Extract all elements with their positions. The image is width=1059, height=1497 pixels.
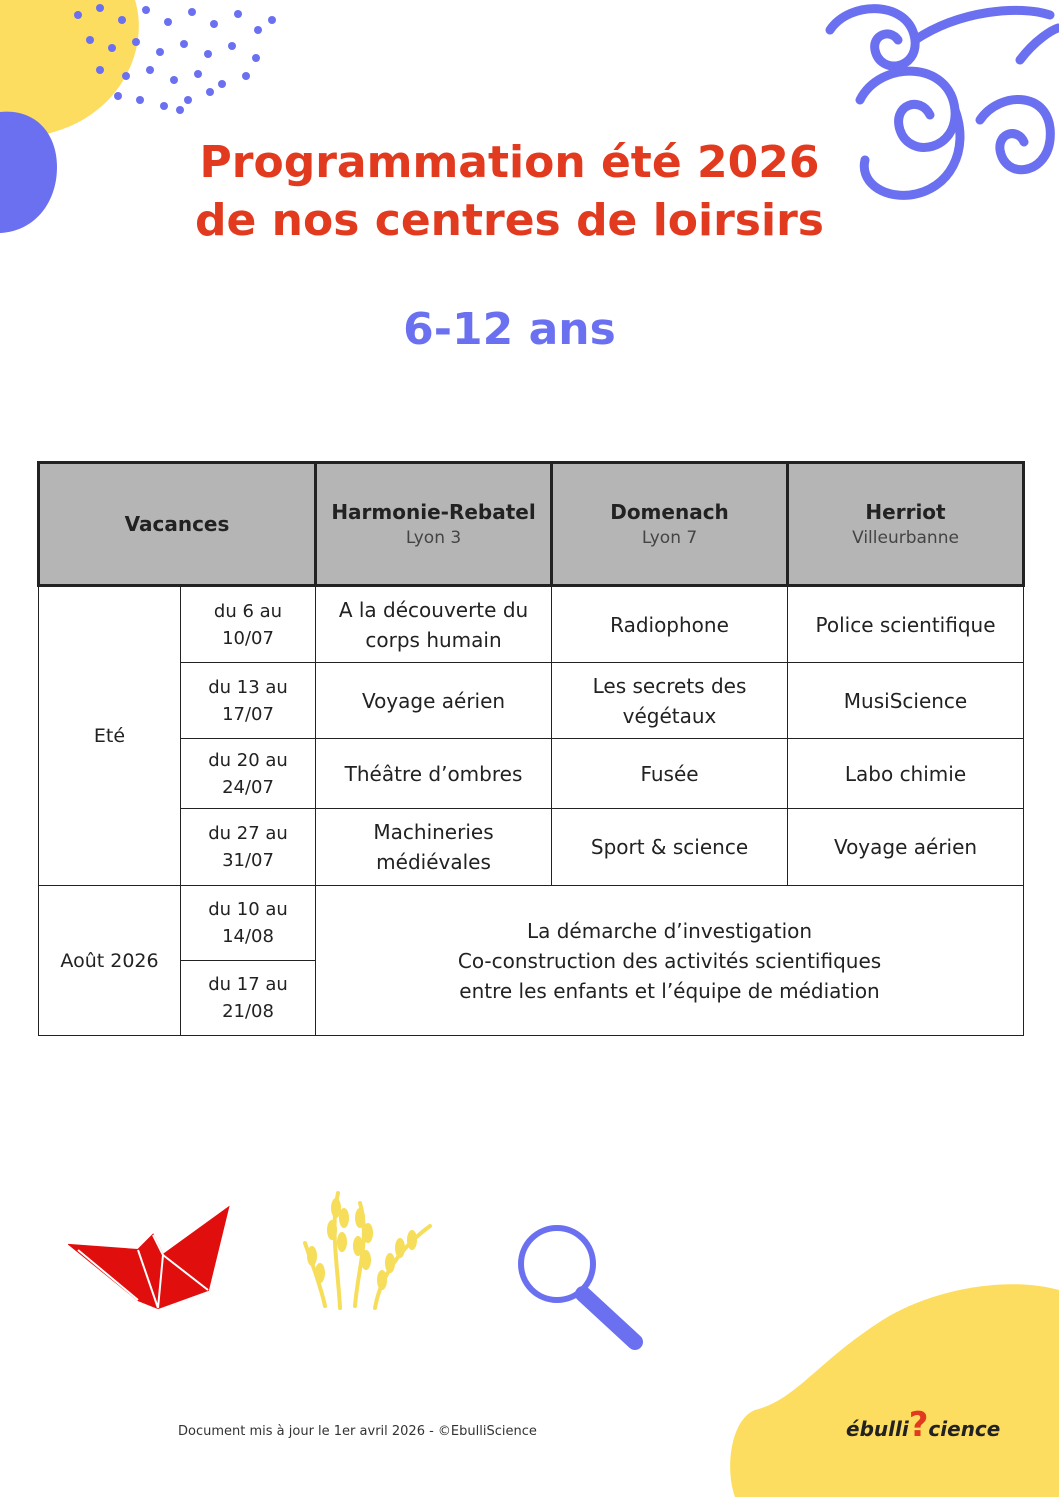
period-august: Août 2026: [39, 886, 181, 1036]
period-summer: Eté: [39, 586, 181, 886]
center-name: Harmonie-Rebatel: [331, 500, 536, 524]
activity-cell: Voyage aérien: [316, 663, 552, 739]
table-row: [39, 739, 1024, 809]
week-date: du 17 au 21/08: [181, 961, 316, 1036]
footer-note: Document mis à jour le 1er avril 2026 - ©EbulliScience: [178, 1424, 537, 1439]
logo-text-part1: ébulli: [846, 1417, 909, 1441]
august-description: [316, 886, 1024, 1036]
title-line-1: Programmation été 2026: [199, 137, 820, 188]
header-vacances: Vacances: [39, 463, 316, 586]
week-date: du 27 au 31/07: [181, 809, 316, 886]
week-date: du 13 au 17/07: [181, 663, 316, 739]
description-line-3: entre les enfants et l’équipe de médiation: [459, 978, 880, 1003]
ebulliscience-logo: [846, 1405, 1000, 1445]
description-line-2: Co-construction des activités scientifiques: [457, 948, 882, 973]
magnifying-glass-icon: [515, 1222, 655, 1354]
table-row: [39, 663, 1024, 739]
activity-cell: Radiophone: [552, 586, 788, 663]
activity-cell: Labo chimie: [788, 739, 1024, 809]
center-location: Lyon 3: [405, 528, 462, 548]
center-name: Herriot: [865, 500, 946, 524]
description-line-1: La démarche d’investigation: [526, 918, 813, 943]
activity-cell: Les secrets des végétaux: [552, 663, 788, 739]
wheat-icon: [300, 1188, 440, 1310]
center-name: Domenach: [610, 500, 729, 524]
yellow-blob-bottom-right: [725, 1280, 1059, 1497]
activity-cell: Fusée: [552, 739, 788, 809]
table-row: [39, 809, 1024, 886]
logo-question-mark-icon: ?: [908, 1405, 929, 1445]
age-range-subtitle: 6-12 ans: [403, 304, 616, 355]
table-row: [39, 886, 1024, 961]
table-header-row: [39, 463, 1024, 586]
week-date: du 6 au 10/07: [181, 586, 316, 663]
center-location: Villeurbanne: [852, 528, 959, 548]
activity-cell: A la découverte du corps humain: [316, 586, 552, 663]
activity-cell: Théâtre d’ombres: [316, 739, 552, 809]
activity-cell: MusiScience: [788, 663, 1024, 739]
header-center-2: [552, 463, 788, 586]
activity-cell: Voyage aérien: [788, 809, 1024, 886]
activity-cell: Machineries médiévales: [316, 809, 552, 886]
center-location: Lyon 7: [641, 528, 698, 548]
page-title: [0, 134, 1019, 250]
paper-boat-icon: [68, 1200, 233, 1312]
title-line-2: de nos centres de loirsirs: [195, 195, 824, 246]
week-date: du 10 au 14/08: [181, 886, 316, 961]
activity-cell: Sport & science: [552, 809, 788, 886]
header-center-3: [788, 463, 1024, 586]
activity-cell: Police scientifique: [788, 586, 1024, 663]
schedule-table: [37, 461, 1025, 1036]
header-center-1: [316, 463, 552, 586]
table-row: [39, 586, 1024, 663]
week-date: du 20 au 24/07: [181, 739, 316, 809]
logo-text-part2: cience: [928, 1417, 1001, 1441]
